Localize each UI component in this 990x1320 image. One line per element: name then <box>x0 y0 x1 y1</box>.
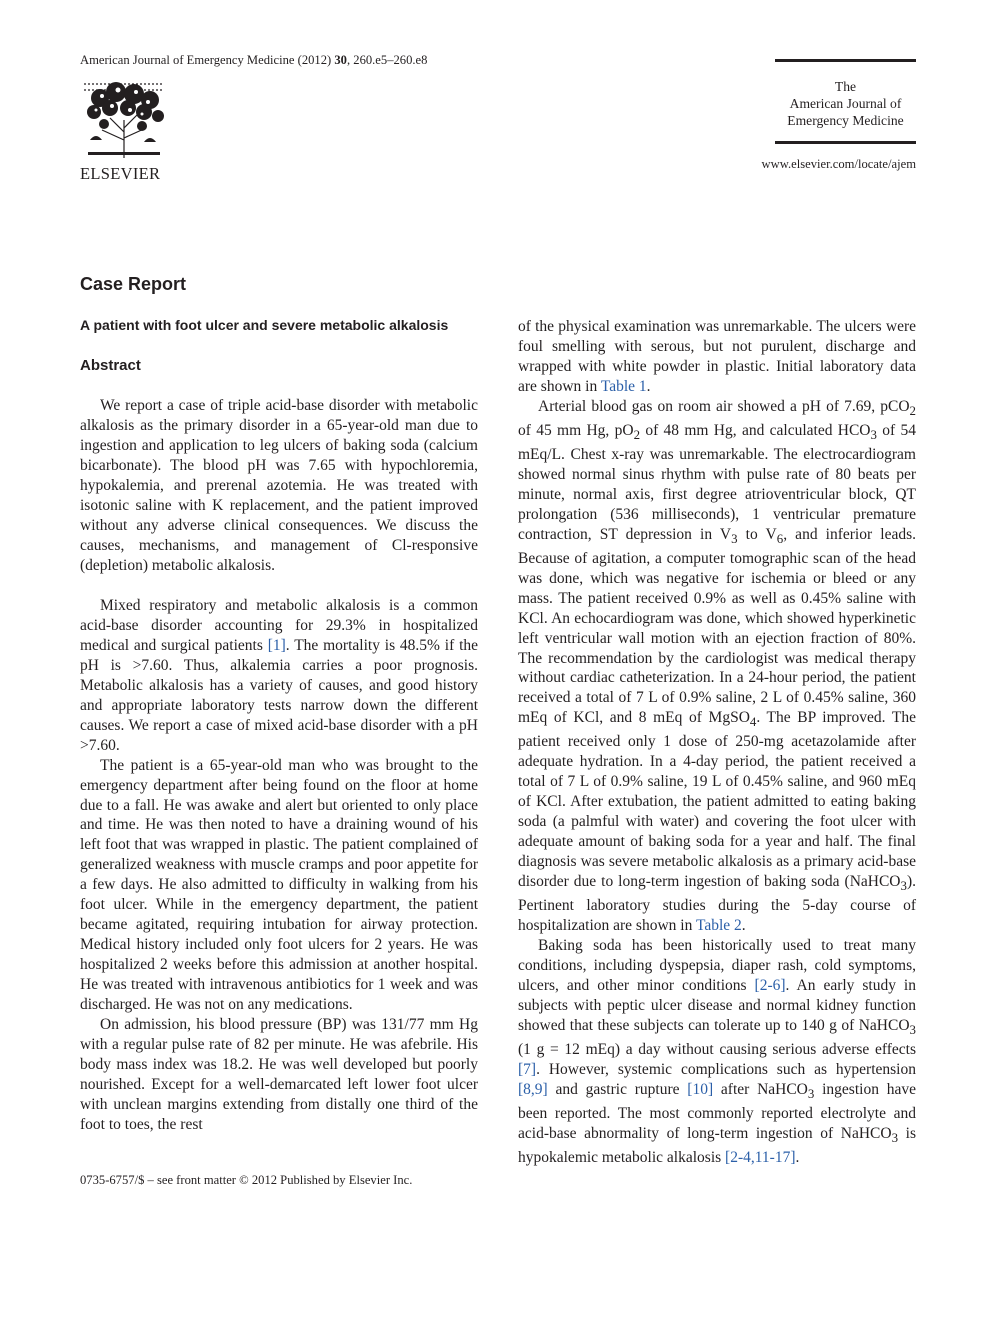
journal-masthead <box>775 78 916 129</box>
text-run: of 54 mEq/L. Chest x-ray was unremarkable. The electrocardiogram showed normal sinus rhythm with pulse rate of 80 beats per minute, normal axis, first degree atrioventricular block, QT prolongation (536 milliseconds), 1 ventricular premature contraction, ST depression in V <box>518 421 916 543</box>
article-title: A patient with foot ulcer and severe metabolic alkalosis <box>80 317 449 333</box>
subscript: 2 <box>909 402 916 418</box>
text-run: (1 g = 12 mEq) a day without causing serious adverse effects <box>518 1040 916 1058</box>
text-run: is hypokalemic metabolic alkalosis <box>518 1124 916 1166</box>
elsevier-logo <box>80 80 170 183</box>
text-run: ingestion have been reported. The most commonly reported electrolyte and acid-base abnormality of long-term ingestion of NaHCO <box>518 1080 916 1142</box>
body-paragraph <box>518 936 916 1168</box>
subscript: 3 <box>807 1085 815 1101</box>
right-column-body <box>518 317 916 1168</box>
text-run: . <box>795 1148 800 1166</box>
table-link[interactable]: Table 1 <box>600 377 647 395</box>
text-run: of the physical examination was unremarkable. The ulcers were foul smelling with serous, but not purulent, discharge and wrapped with white powder in plastic. Initial laboratory data are shown in <box>518 318 916 395</box>
text-run: Arterial blood gas on room air showed a pH of 7.69, pCO <box>538 397 910 415</box>
text-run: . <box>646 377 651 395</box>
reference-link[interactable]: [7] <box>518 1060 537 1078</box>
citation-journal: American Journal of Emergency Medicine (2012) <box>80 53 332 67</box>
abstract-body <box>80 396 478 576</box>
subscript: 3 <box>870 426 877 442</box>
elsevier-tree-icon <box>80 80 168 160</box>
journal-url: www.elsevier.com/locate/ajem <box>761 157 916 171</box>
text-run: . <box>741 917 746 935</box>
masthead-line: The <box>834 79 857 94</box>
reference-link[interactable]: [2-6] <box>754 976 786 994</box>
body-paragraph <box>518 317 916 397</box>
subscript: 6 <box>776 530 784 546</box>
text-run: ). Pertinent laboratory studies during the 5-day course of hospitalization are shown in <box>518 873 916 935</box>
text-run: The patient is a 65-year-old man who was brought to the emergency department after being found on the floor at home due to a fall. He was awake and alert but oriented to only place and time. He was then noted to have a draining wound of his left foot that was wrapped in plastic. The patient complained of generalized weakness with muscle cramps and poor appetite for a few days. He also admitted to difficulty in walking from his foot ulcer. While in the emergency department, the patient became agitated, requiring intubation for airway protection. Medical history included only foot ulcers for 2 years. He was hospitalized 2 weeks before this admission at another hospital. He was treated with intravenous antibiotics for 1 week and was discharged. He was not on any medications. <box>80 756 478 1014</box>
masthead-line: Emergency Medicine <box>787 113 904 128</box>
masthead-bottom-rule <box>775 141 916 144</box>
text-run: of 45 mm Hg, pO <box>518 421 634 439</box>
reference-link[interactable]: [10] <box>687 1080 714 1098</box>
text-run: of 48 mm Hg, and calculated HCO <box>640 421 871 439</box>
subscript: 3 <box>891 1129 899 1145</box>
text-run: and gastric rupture <box>547 1080 688 1098</box>
text-run: . The BP improved. The patient received only 1 dose of 250-mg acetazolamide after adequate hydration. In a 4-day period, the patient received a total of 7 L of 0.9% saline, 19 L of 0.45% saline, and 960 mEq of KCl. After extubation, the patient admitted to eating baking soda (a palmful with water) and covering the foot ulcer with adequate amount of baking soda for a year and half. The final diagnosis was severe metabolic alkalosis as a primary acid-base disorder due to long-term ingestion of baking soda (NaHCO <box>518 709 916 891</box>
left-column-body <box>80 596 478 1135</box>
text-run: after NaHCO <box>713 1080 808 1098</box>
reference-link[interactable]: [8,9] <box>518 1080 548 1098</box>
text-run: On admission, his blood pressure (BP) was 131/77 mm Hg with a regular pulse rate of 82 per minute. He was afebrile. His body mass index was 18.2. He was well developed but poorly nourished. Except for a well-demarcated left lower foot ulcer with unclean margins extending from distally one third of the foot to toes, the rest <box>80 1016 478 1133</box>
journal-citation <box>80 53 427 68</box>
subscript: 2 <box>633 426 641 442</box>
citation-pages: , 260.e5–260.e8 <box>346 53 428 67</box>
reference-link[interactable]: [1] <box>267 636 286 654</box>
subscript: 3 <box>731 530 738 546</box>
section-label: Case Report <box>80 274 187 294</box>
citation-volume: 30 <box>334 53 347 67</box>
masthead-line: American Journal of <box>789 96 902 111</box>
body-paragraph <box>80 1015 478 1135</box>
text-run: Mixed respiratory and metabolic alkalosis is a common acid-base disorder accounting for 29.3% in hospitalized medical and surgical patients <box>80 597 478 654</box>
abstract-heading: Abstract <box>80 357 141 374</box>
copyright-footer: 0735-6757/$ – see front matter © 2012 Published by Elsevier Inc. <box>80 1173 413 1187</box>
elsevier-wordmark: ELSEVIER <box>80 164 161 183</box>
subscript: 3 <box>909 1021 916 1037</box>
body-paragraph <box>518 397 916 936</box>
reference-link[interactable]: [2-4,11-17] <box>725 1148 796 1166</box>
text-run: . However, systemic complications such as hypertension <box>536 1060 916 1078</box>
text-run: . The mortality is 48.5% if the pH is >7.60. Thus, alkalemia carries a poor prognosis. Metabolic alkalosis has a variety of causes, and good history and appropriate laboratory tests narrow down the different causes. We report a case of mixed acid-base disorder with a pH >7.60. <box>80 636 479 754</box>
text-run: to V <box>737 525 777 543</box>
text-run: We report a case of triple acid-base disorder with metabolic alkalosis as the primary disorder in a 65-year-old man due to ingestion and application to leg ulcers of baking soda (calcium bicarbonate). The blood pH was 7.65 with hypochloremia, hypokalemia, and prerenal azotemia. He was treated with isotonic saline with K replacement, and the patient improved without any adverse clinical consequences. We discuss the causes, mechanisms, and management of Cl-responsive (depletion) metabolic alkalosis. <box>80 397 478 574</box>
subscript: 4 <box>749 714 757 730</box>
subscript: 3 <box>900 878 907 894</box>
table-link[interactable]: Table 2 <box>695 917 742 935</box>
body-paragraph <box>80 756 478 1015</box>
text-run: , and inferior leads. Because of agitation, a computer tomographic scan of the head was done, which was negative for ischemia or bleed or any mass. The patient received 0.9% as well as 0.45% saline with KCl. An echocardiogram was done, which showed hyperkinetic left ventricular wall motion with an ejection fraction of 80%. The recommendation by the cardiologist was medical therapy without cardiac catheterization. In a 24-hour period, the patient received a total of 7 L of 0.9% saline, 2 L of 0.45% saline, 360 mEq of KCl, and 8 mEq of MgSO <box>518 525 916 727</box>
body-paragraph <box>80 596 478 756</box>
masthead-top-rule <box>775 59 916 62</box>
abstract-paragraph <box>80 396 478 576</box>
text-run: Baking soda has been historically used to treat many conditions, including dyspepsia, diaper rash, cold symptoms, ulcers, and other minor conditions <box>518 937 916 994</box>
text-run: . An early study in subjects with peptic ulcer disease and normal kidney function showed that these subjects can tolerate up to 140 g of NaHCO <box>518 976 916 1034</box>
